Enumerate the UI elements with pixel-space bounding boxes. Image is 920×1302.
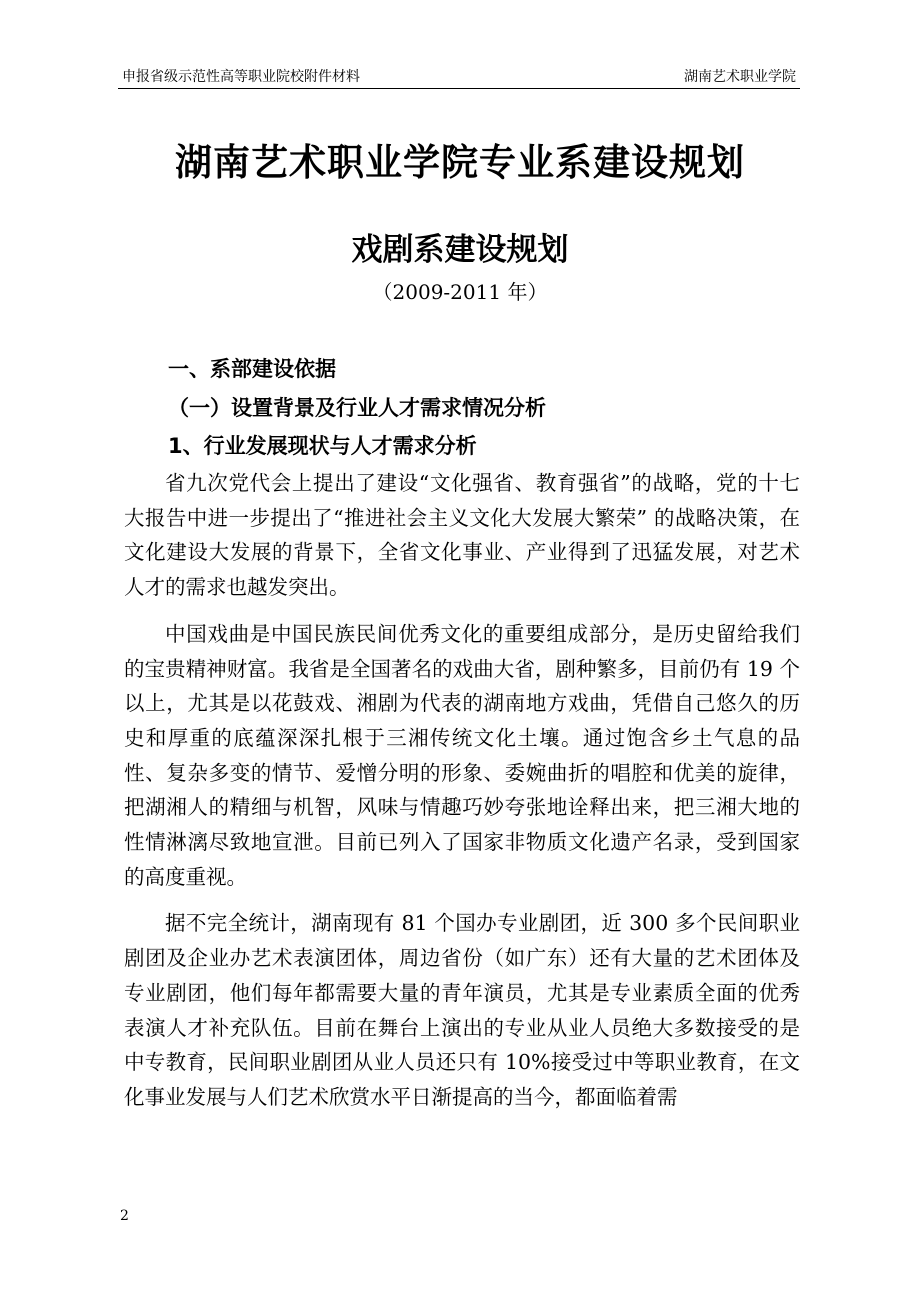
page-number: 2	[120, 1208, 129, 1224]
section-heading-1: 一、系部建设依据	[168, 357, 336, 381]
document-title: 湖南艺术职业学院专业系建设规划	[175, 141, 745, 184]
paragraph: 省九次党代会上提出了建设“文化强省、教育强省”的战略，党的十七大报告中进一步提出了“推进社会主义文化大发展大繁荣” 的战略决策，在文化建设大发展的背景下，全省文化事业、产业得到了迅猛发展，对艺术人才的需求也越发突出。	[124, 471, 800, 600]
body-text	[124, 466, 800, 1127]
paragraph: 中国戏曲是中国民族民间优秀文化的重要组成部分，是历史留给我们的宝贵精神财富。我省是全国著名的戏曲大省，剧种繁多，目前仍有 19 个以上，尤其是以花鼓戏、湘剧为代表的湖南地方戏曲，凭借自己悠久的历史和厚重的底蕴深深扎根于三湘传统文化土壤。通过饱含乡土气息的品性、复杂多变的情节、爱憎分明的形象、委婉曲折的唱腔和优美的旋律，把湖湘人的精细与机智，风味与情趣巧妙夸张地诠释出来，把三湘大地的性情淋漓尽致地宣泄。目前已列入了国家非物质文化遗产名录，受到国家的高度重视。	[124, 621, 800, 889]
page-header	[118, 60, 800, 89]
plan-years: （2009-2011 年）	[372, 280, 548, 304]
section-heading-1-1-1: 1、行业发展现状与人才需求分析	[168, 434, 477, 458]
header-left-text: 申报省级示范性高等职业院校附件材料	[122, 69, 360, 85]
document-subtitle: 戏剧系建设规划	[351, 232, 569, 268]
header-right-text: 湖南艺术职业学院	[684, 69, 796, 85]
section-heading-1-1: （一）设置背景及行业人才需求情况分析	[168, 396, 546, 420]
paragraph: 据不完全统计，湖南现有 81 个国办专业剧团，近 300 多个民间职业剧团及企业办艺术表演团体，周边省份（如广东）还有大量的艺术团体及专业剧团，他们每年都需要大量的青年演员，尤其是专业素质全面的优秀表演人才补充队伍。目前在舞台上演出的专业从业人员绝大多数接受的是中专教育，民间职业剧团从业人员还只有 10%接受过中等职业教育，在文化事业发展与人们艺术欣赏水平日渐提高的当今，都面临着需	[124, 911, 800, 1109]
